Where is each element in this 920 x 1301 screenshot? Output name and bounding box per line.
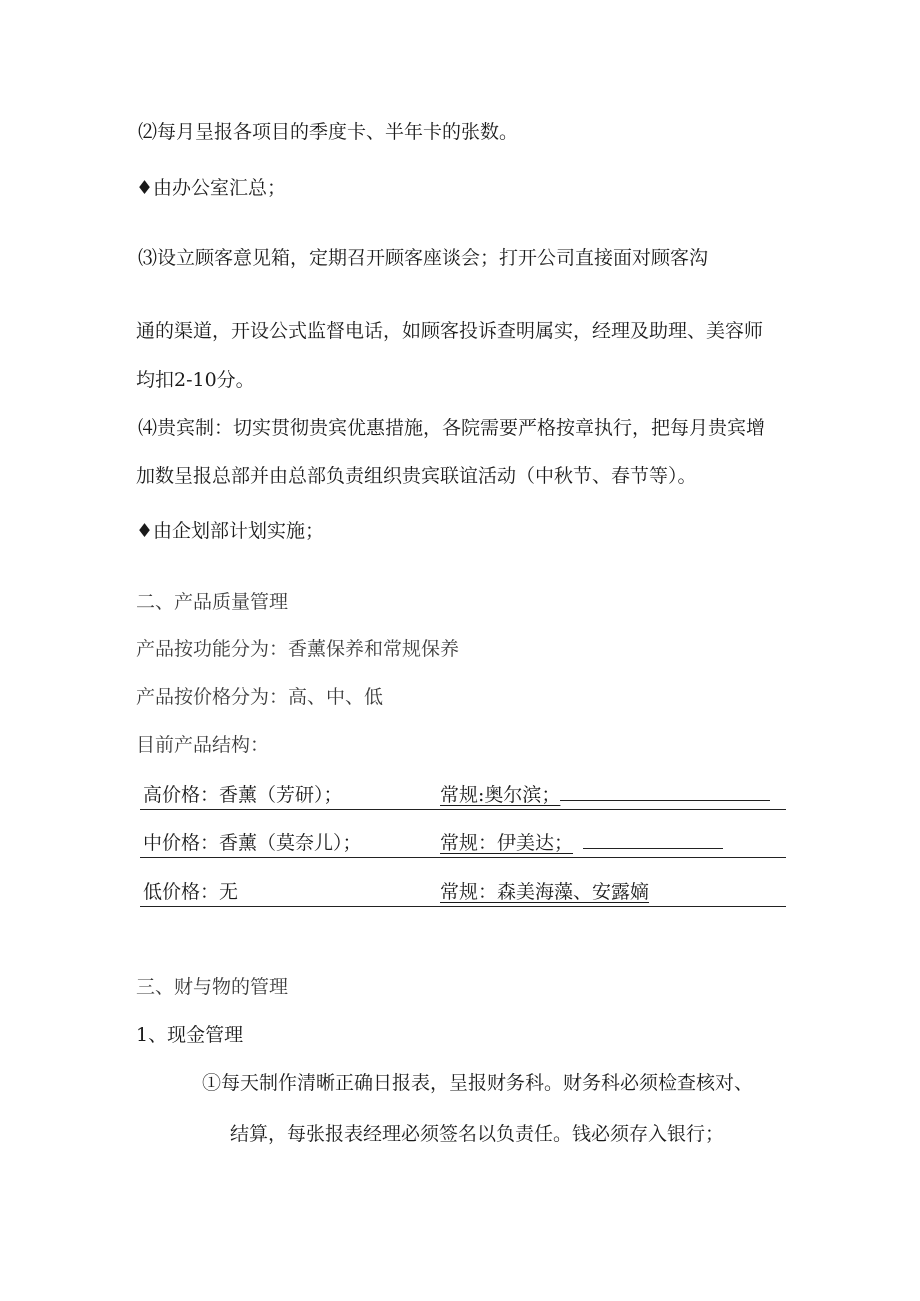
paragraph-office-summary: ♦由办公室汇总； <box>136 177 287 199</box>
product-function-line: 产品按功能分为：香薰保养和常规保养 <box>136 638 460 660</box>
price-cell: 低价格：无 <box>143 881 239 903</box>
table-row <box>140 878 786 907</box>
section-heading-finance: 三、财与物的管理 <box>136 976 289 998</box>
regular-cell: 常规：伊美达； <box>440 829 723 857</box>
paragraph-feedback-box: ⑶设立顾客意见箱，定期召开顾客座谈会；打开公司直接面对顾客沟 <box>138 247 709 269</box>
paragraph-vip-system: ⑷贵宾制：切实贯彻贵宾优惠措施，各院需要严格按章执行，把每月贵宾增 <box>138 417 766 439</box>
subheading-cash-management: 1、现金管理 <box>136 1024 244 1046</box>
paragraph-channel: 通的渠道，开设公式监督电话，如顾客投诉查明属实，经理及助理、美容师 <box>136 320 764 342</box>
cash-item-line-1: ①每天制作清晰正确日报表，呈报财务科。财务科必须检查核对、 <box>202 1072 754 1094</box>
section-heading-product-quality: 二、产品质量管理 <box>136 591 289 613</box>
table-row <box>140 829 786 858</box>
cash-item-line-2: 结算，每张报表经理必须签名以负责任。钱必须存入银行； <box>230 1123 725 1145</box>
fill-blank <box>560 799 770 801</box>
paragraph-quarterly-cards: ⑵每月呈报各项目的季度卡、半年卡的张数。 <box>138 121 519 143</box>
fill-blank <box>583 847 723 849</box>
regular-cell: 常规:奥尔滨； <box>440 781 770 809</box>
product-price-line: 产品按价格分为：高、中、低 <box>136 686 384 708</box>
price-cell: 高价格：香薰（芳研）； <box>143 784 343 806</box>
product-structure-label: 目前产品结构： <box>136 734 270 756</box>
regular-cell: 常规：森美海藻、安露嫡 <box>440 881 650 903</box>
paragraph-deduction: 均扣2-10分。 <box>136 369 255 391</box>
paragraph-vip-report: 加数呈报总部并由总部负责组织贵宾联谊活动（中秋节、春节等）。 <box>136 465 697 487</box>
paragraph-planning-dept: ♦由企划部计划实施； <box>136 520 325 542</box>
price-cell: 中价格：香薰（莫奈儿）； <box>143 832 362 854</box>
table-row <box>140 781 786 810</box>
